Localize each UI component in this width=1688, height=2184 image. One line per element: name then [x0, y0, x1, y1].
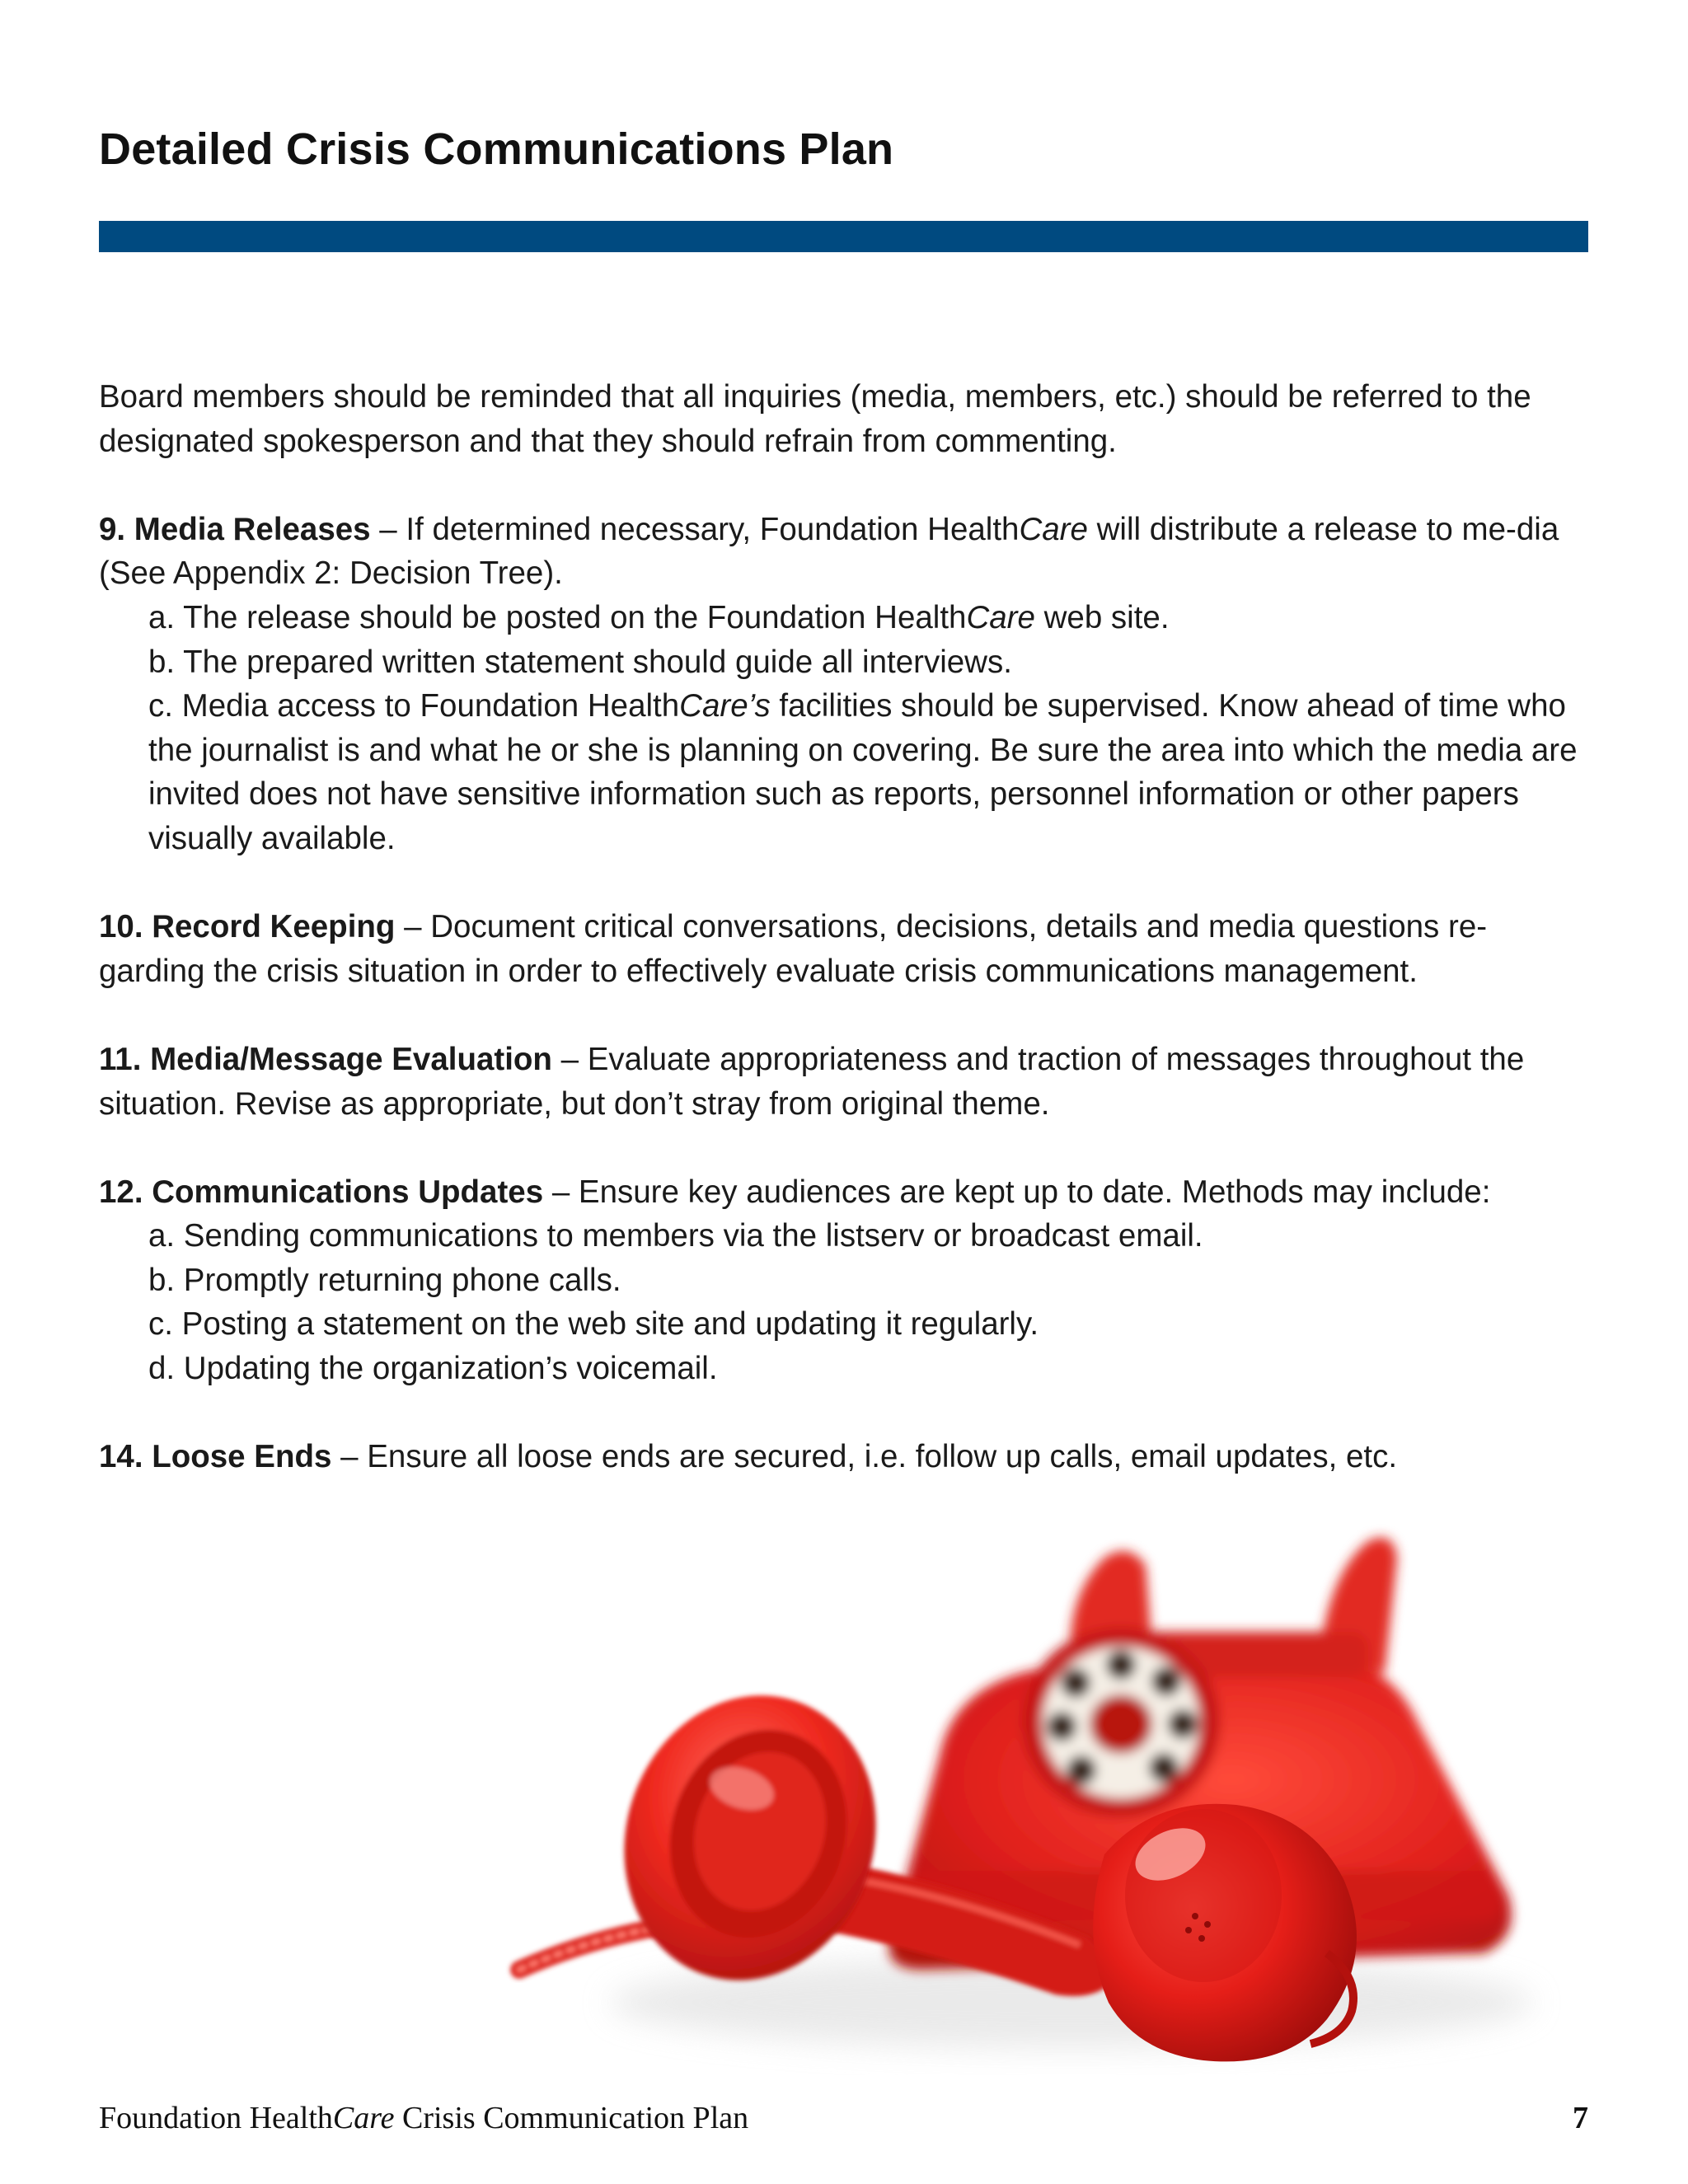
section-loose-ends: [99, 1435, 1591, 1479]
brand-italic: Care: [332, 2101, 395, 2135]
section-text: – Document critical conversations, decisions, details and media questions re-garding the crisis situation in order to effectively evaluate crisis communications management.: [99, 909, 1488, 989]
section-communications-updates: [99, 1170, 1591, 1215]
communications-updates-list: [99, 1214, 1591, 1390]
footer-document-title: [99, 2100, 748, 2136]
footer-text: Crisis Communication Plan: [394, 2101, 749, 2135]
section-message-evaluation: [99, 1038, 1591, 1126]
section-heading: 11. Media/Message Evaluation: [99, 1041, 552, 1077]
red-rotary-telephone-icon: [495, 1508, 1588, 2085]
section-record-keeping: [99, 905, 1591, 993]
footer-text: Foundation Health: [99, 2101, 333, 2135]
list-item-text: web site.: [1034, 599, 1170, 635]
intro-paragraph: Board members should be reminded that all inquiries (media, members, etc.) should be referred to the designated spokesperson and that they should refrain from commenting.: [99, 379, 1531, 459]
brand-italic: Care’s: [679, 688, 771, 724]
list-item: d. Updating the organization’s voicemail.: [148, 1351, 718, 1387]
section-heading: 9. Media Releases: [99, 511, 371, 547]
section-text: – Ensure key audiences are kept up to date. Methods may include:: [543, 1174, 1491, 1210]
section-text: will distribute a release to me-dia (See Appendix 2: Decision Tree).: [99, 511, 1559, 592]
list-item-text: a. The release should be posted on the Foundation Health: [148, 599, 967, 635]
section-heading: 14. Loose Ends: [99, 1439, 332, 1475]
page-title: Detailed Crisis Communications Plan: [99, 124, 894, 174]
section-text: – If determined necessary, Foundation Health: [370, 511, 1020, 547]
title-divider-bar: [99, 221, 1588, 252]
list-item: b. Promptly returning phone calls.: [148, 1262, 621, 1298]
brand-italic: Care: [1019, 511, 1088, 547]
section-media-releases: [99, 508, 1591, 596]
section-text: – Ensure all loose ends are secured, i.e. follow up calls, email updates, etc.: [331, 1439, 1398, 1475]
section-heading: 12. Communications Updates: [99, 1174, 544, 1210]
list-item-text: c. Media access to Foundation Health: [148, 688, 680, 724]
section-heading: 10. Record Keeping: [99, 909, 396, 945]
list-item: a. Sending communications to members via the listserv or broadcast email.: [148, 1218, 1203, 1254]
list-item: [148, 684, 1591, 860]
brand-italic: Care: [966, 599, 1035, 635]
media-releases-list: [99, 596, 1591, 861]
list-item: b. The prepared written statement should guide all interviews.: [148, 644, 1012, 680]
page-number: 7: [1573, 2101, 1588, 2135]
section-text: – Evaluate appropriateness and traction of messages throughout the situation. Revise as appropriate, but don’t stray from original theme.: [99, 1041, 1525, 1122]
list-item: c. Posting a statement on the web site and updating it regularly.: [148, 1306, 1039, 1343]
list-item: [148, 596, 1591, 640]
list-item-text: facilities should be supervised. Know ahead of time who the journalist is and what he or she is planning on covering. Be sure the area into which the media are invited does not have sensitive information such as reports, personnel information or other papers visually available.: [148, 688, 1578, 856]
document-body: [99, 375, 1591, 1523]
